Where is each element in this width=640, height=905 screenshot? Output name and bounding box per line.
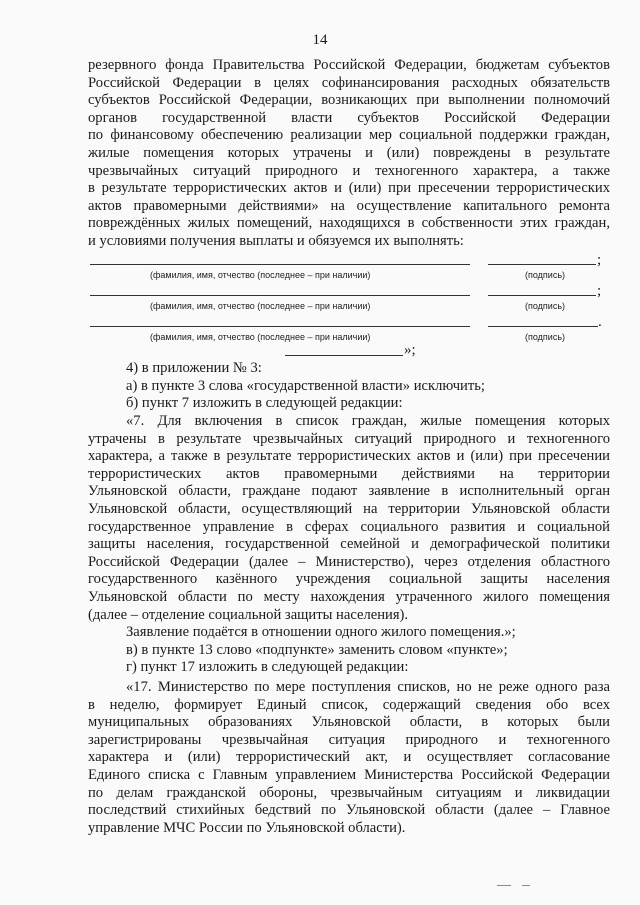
signature-line bbox=[488, 326, 598, 327]
item-g: г) пункт 17 изложить в следующей редакции: bbox=[126, 659, 409, 676]
text-line: Ульяновской области, граждане подают заявление в исполнительный орган bbox=[88, 483, 610, 500]
intro-paragraph bbox=[88, 57, 610, 251]
text-line: по делам гражданской обороны, чрезвычайным ситуациям и ликвидации bbox=[88, 784, 610, 801]
name-caption: (фамилия, имя, отчество (последнее – при наличии) bbox=[150, 332, 371, 342]
text-line: государственное управление в сферах социального развития и социальной bbox=[88, 518, 610, 535]
text-line: Российской Федерации в целях софинансирования расходных обязательств bbox=[88, 74, 610, 91]
paragraph-17 bbox=[88, 679, 610, 837]
text-line: Ульяновской области по месту нахождения утраченного жилого помещения bbox=[88, 588, 610, 605]
text-line: в неделю, формирует Единый список, содержащий сведения обо всех bbox=[88, 696, 610, 713]
text-line: утрачены в результате чрезвычайных ситуаций природного и техногенного bbox=[88, 430, 610, 447]
text-line: по финансовому обеспечению реализации мер социальной поддержки граждан, bbox=[88, 127, 610, 144]
text-line: Единого списка с Главным управлением Министерства Российской Федерации bbox=[88, 766, 610, 783]
text-line: повреждённых жилых помещений, находящихся в собственности этих граждан, bbox=[88, 215, 610, 232]
scan-artifact bbox=[497, 885, 511, 886]
signature-caption: (подпись) bbox=[525, 332, 566, 342]
text-line: зарегистрированы чрезвычайная ситуация природного и техногенного bbox=[88, 731, 610, 748]
text-line: и условиями получения выплаты и обязуемся их выполнять: bbox=[88, 232, 464, 249]
signature-caption: (подпись) bbox=[525, 301, 566, 311]
text-line: «7. Для включения в список граждан, жилые помещения которых bbox=[126, 413, 610, 429]
text-line: чрезвычайных ситуаций природного и техногенного характера, а также bbox=[88, 162, 610, 179]
text-line: Российской Федерации (далее – Министерство), через отделения областного bbox=[88, 553, 610, 570]
text-line: муниципальных образованиях Ульяновской области, в которых были bbox=[88, 714, 610, 731]
text-line: характера, а также в результате террористических актов и (или) при пресечении bbox=[88, 448, 610, 465]
text-line: государственного казённого учреждения социальной защиты населения bbox=[88, 571, 610, 588]
text-line: органов государственной власти субъектов Российской Федерации bbox=[88, 109, 610, 126]
text-line: жилые помещения которых утрачены и (или) повреждены в результате bbox=[88, 144, 610, 161]
name-caption: (фамилия, имя, отчество (последнее – при наличии) bbox=[150, 301, 371, 311]
name-line bbox=[90, 326, 470, 327]
item-v: в) в пункте 13 слово «подпункте» заменить словом «пункте»; bbox=[126, 641, 508, 658]
line-punctuation: . bbox=[598, 314, 602, 330]
name-line bbox=[90, 264, 470, 265]
text-line: в результате террористических актов и (или) при пресечении террористических bbox=[88, 180, 610, 197]
paragraph-7 bbox=[88, 413, 610, 677]
text-line: актов правомерными действиями» на осуществление капитального ремонта bbox=[88, 197, 610, 214]
name-caption: (фамилия, имя, отчество (последнее – при наличии) bbox=[150, 270, 371, 280]
text-line: управление МЧС России по Ульяновской области). bbox=[88, 819, 406, 836]
name-line bbox=[90, 295, 470, 296]
amendments-list bbox=[88, 360, 610, 413]
text-line: террористических актов правомерными действиями на территории bbox=[88, 465, 610, 482]
scan-artifact bbox=[522, 885, 530, 886]
signature-caption: (подпись) bbox=[525, 270, 566, 280]
signature-line bbox=[488, 264, 596, 265]
item-a: а) в пункте 3 слова «государственной власти» исключить; bbox=[126, 377, 485, 394]
closing-line bbox=[285, 355, 403, 356]
text-line: субъектов Российской Федерации, возникающих при выполнении полномочий bbox=[88, 92, 610, 109]
text-line: последствий стихийных бедствий по Ульяновской области (далее – Главное bbox=[88, 802, 610, 819]
text-line: защиты населения, государственной семейной и демографической политики bbox=[88, 536, 610, 553]
item-b: б) пункт 7 изложить в следующей редакции: bbox=[126, 395, 403, 412]
line-punctuation: ; bbox=[597, 252, 602, 268]
line-punctuation: ; bbox=[597, 283, 602, 299]
text-line: «17. Министерство по мере поступления списков, но не реже одного раза bbox=[126, 679, 610, 695]
item-4: 4) в приложении № 3: bbox=[126, 360, 262, 376]
text-line: резервного фонда Правительства Российской Федерации, бюджетам субъектов bbox=[88, 57, 610, 73]
page-number: 14 bbox=[312, 32, 328, 48]
closing-mark: »; bbox=[404, 342, 416, 358]
text-line: характера и (или) террористический акт, и осуществляет согласование bbox=[88, 749, 610, 766]
signature-line bbox=[488, 295, 596, 296]
text-line: Ульяновской области, осуществляющий на территории Ульяновской области bbox=[88, 500, 610, 517]
text-line: Заявление подаётся в отношении одного жилого помещения.»; bbox=[126, 624, 516, 641]
text-line: (далее – отделение социальной защиты населения). bbox=[88, 606, 409, 623]
